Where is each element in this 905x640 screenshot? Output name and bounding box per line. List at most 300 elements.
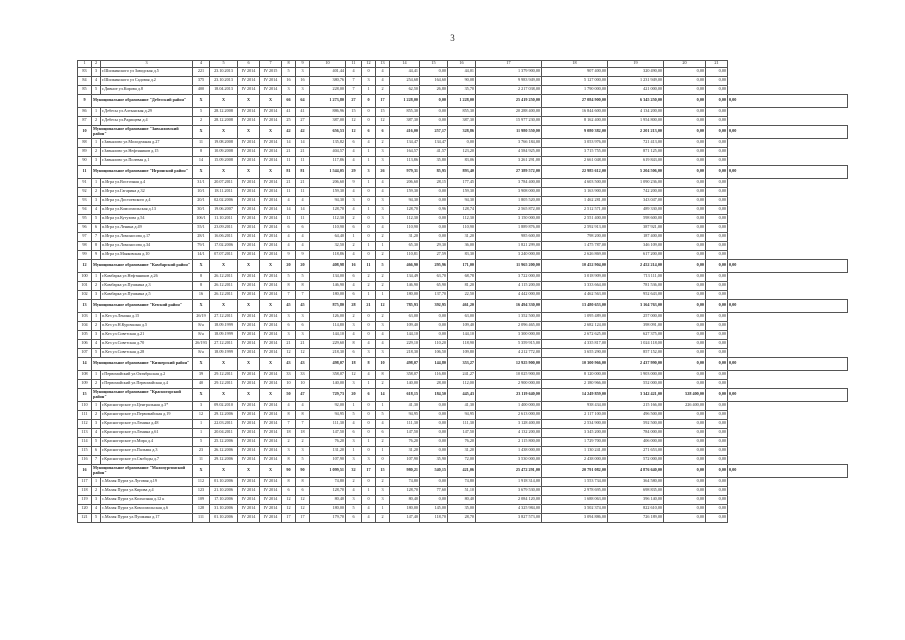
table-cell: X — [210, 165, 238, 178]
table-cell: 14 — [282, 205, 296, 214]
table-cell: 2 551 400,00 — [542, 214, 608, 223]
table-cell: IV 2014 — [260, 312, 282, 321]
table-cell: 781 536,00 — [608, 281, 664, 290]
table-cell: 2 682 124,00 — [542, 321, 608, 330]
table-cell: Муниципальное образование "Камбарский район" — [92, 259, 193, 272]
table-cell: 2 — [376, 513, 390, 522]
table-cell: 144,10 — [448, 330, 476, 339]
table-cell: 1 462 281,00 — [542, 196, 608, 205]
table-cell: IV 2014 — [260, 348, 282, 357]
table-cell: п.Игра ул.Ломоносова д.17 — [101, 232, 193, 241]
table-cell: 3 — [376, 348, 390, 357]
table-cell: 0,00 — [706, 232, 728, 241]
table-cell: 31/1 — [193, 178, 210, 187]
table-cell: 114,80 — [310, 321, 346, 330]
table-cell: 26.12.2011 — [210, 272, 238, 281]
table-cell: 0 — [362, 223, 376, 232]
table-cell: 3 — [92, 495, 101, 504]
table-cell: 137,70 — [420, 290, 448, 299]
table-cell: 1 — [92, 312, 101, 321]
table-cell: 9 — [92, 250, 101, 259]
table-cell: 25 — [282, 116, 296, 125]
table-cell: 76,20 — [390, 437, 420, 446]
table-cell: 5 — [376, 410, 390, 419]
table-cell: 3 — [346, 321, 362, 330]
table-cell: 101 — [78, 281, 92, 290]
table-cell: 01.10.2006 — [210, 477, 238, 486]
table-cell: 128,70 — [390, 205, 420, 214]
table-cell: 0,00 — [706, 241, 728, 250]
table-cell: 0,00 — [706, 348, 728, 357]
table-cell: IV 2014 — [238, 196, 260, 205]
table-cell: 2 452 214,00 — [608, 259, 664, 272]
table-cell: 572 000,00 — [608, 455, 664, 464]
table-cell: 0,00 — [728, 259, 848, 272]
table-cell: 320 490,00 — [608, 67, 664, 76]
table-row — [78, 495, 848, 504]
table-cell: 400 — [193, 85, 210, 94]
table-cell: 17 — [376, 94, 390, 107]
table-cell: 3 502 374,00 — [542, 504, 608, 513]
table-cell: 8 — [282, 477, 296, 486]
table-row — [78, 138, 848, 147]
table-cell: 159,30 — [310, 187, 346, 196]
table-cell: 12 — [296, 348, 310, 357]
table-cell: Муниципальное образование "Дебесский район" — [92, 94, 193, 107]
table-cell: 4 335 817,00 — [542, 339, 608, 348]
table-cell: 461,20 — [448, 299, 476, 312]
table-cell: 1 — [362, 85, 376, 94]
column-number-cell: 15 — [420, 61, 448, 68]
table-cell: 3 655 290,00 — [542, 348, 608, 357]
table-cell: 5 359 915,00 — [476, 339, 542, 348]
table-cell: г.Камбарка ул.Пушкина д.3 — [101, 281, 193, 290]
table-cell: 1 — [362, 486, 376, 495]
table-cell: 21 — [296, 178, 310, 187]
column-number-cell: 12 — [362, 61, 376, 68]
table-cell: 31,20 — [390, 446, 420, 455]
table-cell: 11 — [362, 259, 376, 272]
table-cell: 0,00 — [664, 299, 706, 312]
table-cell: 21 — [296, 339, 310, 348]
table-cell: 2 — [376, 232, 390, 241]
table-cell: 18 — [282, 428, 296, 437]
table-cell: IV 2014 — [260, 504, 282, 513]
table-cell: X — [193, 125, 210, 138]
table-cell: 10 300 966,00 — [542, 357, 608, 370]
table-cell: Муниципальное образование "Кизнерский район" — [92, 357, 193, 370]
table-cell: IV 2014 — [260, 241, 282, 250]
table-cell: 2 — [346, 241, 362, 250]
table-cell: IV 2014 — [260, 147, 282, 156]
table-cell: X — [210, 299, 238, 312]
table-cell: 128,70 — [390, 486, 420, 495]
table-cell: 20 791 082,00 — [542, 464, 608, 477]
table-cell: 3 — [346, 379, 362, 388]
table-cell: 1 790 000,00 — [542, 85, 608, 94]
table-cell: 421,06 — [448, 464, 476, 477]
table-cell: 0,00 — [706, 125, 728, 138]
table-cell: 63,70 — [420, 272, 448, 281]
table-cell: 5 — [346, 410, 362, 419]
table-cell: 3 — [376, 214, 390, 223]
table-cell: г.Дивное ул.Кирова д.8 — [101, 85, 193, 94]
table-cell: 90 — [296, 464, 310, 477]
table-cell: 2 217 038,00 — [476, 85, 542, 94]
table-cell: 8 120 000,00 — [542, 370, 608, 379]
table-cell: 3 — [376, 156, 390, 165]
table-cell: X — [210, 388, 238, 401]
table-cell: IV 2014 — [260, 321, 282, 330]
table-cell: 83,06 — [448, 156, 476, 165]
table-cell: 498,07 — [310, 357, 346, 370]
table-cell: 785,93 — [390, 299, 420, 312]
table-cell: 1 352 500,00 — [476, 312, 542, 321]
table-cell: 619 843,00 — [608, 156, 664, 165]
table-cell: X — [193, 388, 210, 401]
table-cell: 20.07.2011 — [210, 178, 238, 187]
table-cell: IV 2014 — [238, 486, 260, 495]
table-cell: 0,00 — [664, 125, 706, 138]
table-cell: 0 — [362, 187, 376, 196]
table-cell: 0,00 — [420, 67, 448, 76]
table-cell: 3 — [296, 446, 310, 455]
table-cell: 0,00 — [728, 464, 848, 477]
table-cell: 0,00 — [664, 165, 706, 178]
table-cell: 0,00 — [664, 410, 706, 419]
table-cell: 1 — [362, 241, 376, 250]
table-cell: 109 — [78, 379, 92, 388]
table-cell: 0,00 — [728, 94, 848, 107]
table-cell: 4 — [92, 76, 101, 85]
table-cell: 21 — [282, 339, 296, 348]
table-cell: 2 512 571,00 — [542, 205, 608, 214]
table-cell: 7 — [346, 85, 362, 94]
table-cell: 2 661 048,00 — [542, 156, 608, 165]
table-cell: X — [238, 94, 260, 107]
table-cell: 1 — [376, 504, 390, 513]
table-cell: 4 — [296, 401, 310, 410]
column-number-cell: 11 — [346, 61, 362, 68]
table-row — [78, 187, 848, 196]
table-cell: 4 — [346, 187, 362, 196]
table-cell: 215 166,00 — [608, 401, 664, 410]
table-cell: 4 — [346, 250, 362, 259]
table-cell: 3 827 573,00 — [476, 513, 542, 522]
table-cell: 0,00 — [706, 477, 728, 486]
table-cell: 938 434,00 — [542, 401, 608, 410]
table-cell: 0 — [362, 419, 376, 428]
table-cell: 1 — [362, 437, 376, 446]
table-body — [78, 67, 848, 522]
table-cell: IV 2014 — [238, 428, 260, 437]
table-cell: 7 — [346, 76, 362, 85]
table-cell: 0 — [362, 214, 376, 223]
table-cell: IV 2014 — [238, 321, 260, 330]
table-cell: 07.07.2011 — [210, 250, 238, 259]
table-cell: 4 — [92, 339, 101, 348]
table-cell: IV 2014 — [260, 76, 282, 85]
table-row — [78, 178, 848, 187]
table-cell: 0,00 — [420, 214, 448, 223]
table-cell: 119 — [78, 495, 92, 504]
table-cell: 0,00 — [664, 232, 706, 241]
table-cell: г.Дебесы ул.Алтынская д.29 — [101, 107, 193, 116]
table-row — [78, 147, 848, 156]
table-cell: IV 2014 — [260, 156, 282, 165]
table-cell: г.Красногорское ул.Центральная д.3* — [101, 401, 193, 410]
table-cell: 112 — [78, 419, 92, 428]
table-cell: 1 — [362, 205, 376, 214]
table-cell: 1 130 241,00 — [542, 446, 608, 455]
table-cell: 33 — [296, 370, 310, 379]
table-cell: IV 2014 — [238, 223, 260, 232]
table-cell: 2 180 966,00 — [542, 379, 608, 388]
table-cell: 4 — [362, 513, 376, 522]
table-cell: 27 084 900,00 — [542, 94, 608, 107]
table-cell: IV 2014 — [238, 455, 260, 464]
table-cell: 0,00 — [706, 76, 728, 85]
table-cell: 18.04.2013 — [210, 85, 238, 94]
table-cell: 6 — [346, 138, 362, 147]
table-row — [78, 205, 848, 214]
table-cell: 2 — [92, 321, 101, 330]
table-cell: 0 — [376, 455, 390, 464]
table-cell: 11 — [296, 187, 310, 196]
table-cell: IV 2014 — [238, 401, 260, 410]
table-cell: 126,00 — [310, 312, 346, 321]
table-cell: 1 821 299,00 — [476, 241, 542, 250]
table-cell: 0,00 — [706, 486, 728, 495]
table-cell: IV 2014 — [238, 513, 260, 522]
table-cell: 353,27 — [448, 357, 476, 370]
table-cell: 0,00 — [706, 116, 728, 125]
table-cell: 2 — [376, 85, 390, 94]
table-cell: 12 — [376, 299, 390, 312]
table-cell: 0,00 — [420, 410, 448, 419]
table-cell: 0,00 — [664, 116, 706, 125]
table-cell: 10.09.2008 — [210, 147, 238, 156]
table-cell: г.Завьялово ул.Нефтяников д.15 — [101, 147, 193, 156]
table-cell: 16 844 600,00 — [542, 107, 608, 116]
table-cell: X — [238, 388, 260, 401]
table-cell: 0,00 — [420, 312, 448, 321]
table-cell: IV 2014 — [260, 187, 282, 196]
table-cell: 2 672 625,00 — [542, 330, 608, 339]
table-cell: 116,80 — [420, 370, 448, 379]
table-cell: 2 — [92, 187, 101, 196]
table-cell: 0,00 — [420, 321, 448, 330]
table-cell: 4 — [376, 76, 390, 85]
table-cell: 180,00 — [310, 290, 346, 299]
table-cell: 107,90 — [390, 455, 420, 464]
table-cell: 0,00 — [664, 437, 706, 446]
table-cell: 0,00 — [664, 250, 706, 259]
table-cell: 8 — [282, 281, 296, 290]
table-cell: IV 2014 — [238, 250, 260, 259]
table-cell: IV 2014 — [260, 477, 282, 486]
table-cell: 8 162 400,00 — [542, 116, 608, 125]
table-cell: 6 — [346, 290, 362, 299]
table-cell: X — [260, 94, 282, 107]
table-cell: 2 — [362, 281, 376, 290]
table-cell: 0,00 — [664, 330, 706, 339]
table-cell: 271 653,00 — [608, 446, 664, 455]
table-cell: 0,00 — [706, 250, 728, 259]
table-cell: 1 475 787,00 — [542, 241, 608, 250]
table-cell: 39 — [193, 370, 210, 379]
column-number-cell: 16 — [448, 61, 476, 68]
table-cell: 8 — [296, 281, 310, 290]
table-cell: 110,90 — [390, 223, 420, 232]
table-cell: 16 494 330,00 — [476, 299, 542, 312]
table-cell: 94,95 — [448, 410, 476, 419]
table-cell: 14 249 859,00 — [542, 388, 608, 401]
table-cell: 2 — [92, 147, 101, 156]
table-cell: 1 553 734,00 — [542, 477, 608, 486]
table-cell: 8 — [296, 477, 310, 486]
table-cell: Муниципальное образование "Игринский район" — [92, 165, 193, 178]
table-cell: 4 — [362, 504, 376, 513]
table-cell: 15 — [78, 388, 92, 401]
table-cell: 86 — [78, 107, 92, 116]
table-cell: 146,90 — [390, 281, 420, 290]
table-cell: 42 — [296, 125, 310, 138]
column-number-cell: 3 — [101, 61, 193, 68]
table-cell: 8 — [92, 241, 101, 250]
table-cell: 25 472 291,00 — [476, 464, 542, 477]
table-cell: 0,00 — [706, 196, 728, 205]
table-cell: 2 — [376, 281, 390, 290]
table-cell: 3 — [346, 196, 362, 205]
table-cell: г.Первомайский ул.Октябрьская д.2 — [101, 370, 193, 379]
table-cell: 1 — [376, 401, 390, 410]
table-cell: 0,00 — [664, 419, 706, 428]
table-cell: 118,90 — [448, 339, 476, 348]
table-cell: 1 090 236,00 — [608, 178, 664, 187]
table-row — [78, 410, 848, 419]
table-cell: 206,60 — [390, 178, 420, 187]
table-cell: 11 — [296, 214, 310, 223]
table-cell: 27.12.2011 — [210, 312, 238, 321]
table-cell: 0 — [362, 107, 376, 116]
table-cell: 0,00 — [706, 504, 728, 513]
table-cell: 726 189,00 — [608, 513, 664, 522]
table-cell: 0,00 — [420, 446, 448, 455]
table-cell: IV 2014 — [238, 437, 260, 446]
table-cell: 0 — [362, 196, 376, 205]
table-row — [78, 477, 848, 486]
table-cell: 10 — [78, 125, 92, 138]
table-cell: 81 — [282, 165, 296, 178]
table-cell: 109,80 — [448, 348, 476, 357]
table-cell: X — [260, 357, 282, 370]
table-cell: 16.06.2011 — [210, 232, 238, 241]
table-cell: 26,80 — [420, 85, 448, 94]
table-cell: 3 — [376, 495, 390, 504]
table-cell: 11 965 200,00 — [476, 259, 542, 272]
table-cell: IV 2014 — [238, 446, 260, 455]
column-number-cell: 2 — [92, 61, 101, 68]
table-cell: 5 127 000,00 — [542, 76, 608, 85]
table-cell: 4 — [346, 281, 362, 290]
table-cell: IV 2014 — [260, 250, 282, 259]
table-row — [78, 196, 848, 205]
table-cell: 19.08.2008 — [210, 138, 238, 147]
table-cell: 3 — [282, 85, 296, 94]
table-cell: 3 — [376, 147, 390, 156]
table-cell: 14 — [193, 156, 210, 165]
table-cell: 110,20 — [420, 339, 448, 348]
table-cell: 121 — [78, 513, 92, 522]
table-cell: 1 954 800,00 — [608, 116, 664, 125]
table-cell: IV 2014 — [238, 272, 260, 281]
table-cell: 1 438 000,00 — [476, 446, 542, 455]
table-cell: 221 — [193, 67, 210, 76]
table-cell: 3 300 000,00 — [476, 330, 542, 339]
table-cell: 90,08 — [448, 76, 476, 85]
table-cell: 147,40 — [390, 513, 420, 522]
table-cell: 32 — [346, 464, 362, 477]
table-cell: X — [193, 94, 210, 107]
table-cell: 4 — [376, 339, 390, 348]
table-cell: X — [193, 259, 210, 272]
table-cell: 2 201 213,00 — [608, 125, 664, 138]
table-cell: 21 — [362, 299, 376, 312]
table-cell: IV 2014 — [260, 290, 282, 299]
table-cell: 118,86 — [310, 250, 346, 259]
table-cell: 1 099,51 — [310, 464, 346, 477]
table-cell: 111,30 — [390, 419, 420, 428]
table-cell: 2 115 800,00 — [476, 437, 542, 446]
table-cell: 16 — [78, 464, 92, 477]
table-cell: 116 — [78, 455, 92, 464]
table-cell: 3 — [346, 495, 362, 504]
table-cell: 2 — [92, 281, 101, 290]
table-cell: 8/u — [193, 330, 210, 339]
table-cell: 0,00 — [664, 138, 706, 147]
table-cell: 4 603 500,00 — [542, 178, 608, 187]
table-cell: 5 — [193, 437, 210, 446]
table-cell: 159,30 — [390, 187, 420, 196]
table-cell: 392,95 — [420, 299, 448, 312]
table-cell: 29.12.2006 — [210, 410, 238, 419]
table-cell: 41 — [296, 107, 310, 116]
table-cell: 0,00 — [706, 290, 728, 299]
table-cell: 3 — [376, 196, 390, 205]
municipality-total-row — [78, 259, 848, 272]
table-cell: X — [238, 464, 260, 477]
table-cell: 241,27 — [448, 370, 476, 379]
table-cell: г.Завьялово ул.Полевая д.1 — [101, 156, 193, 165]
table-cell: 12 — [346, 125, 362, 138]
table-cell: 2 978 695,00 — [542, 486, 608, 495]
table-cell: 14 — [296, 205, 310, 214]
table-cell: 9 — [296, 250, 310, 259]
table-cell: 0,00 — [664, 178, 706, 187]
table-cell: 110,90 — [310, 223, 346, 232]
table-cell: 144,80 — [420, 357, 448, 370]
table-cell: 6 — [346, 348, 362, 357]
table-cell: 50 — [282, 388, 296, 401]
table-cell: п.Кез ул.Советская д.28 — [101, 348, 193, 357]
table-cell: 0 — [362, 495, 376, 504]
table-cell: с.Малая Пурга ул.Колхозная д.12 к — [101, 495, 193, 504]
table-cell: 31,20 — [448, 232, 476, 241]
table-cell: 3 679 530,00 — [476, 486, 542, 495]
table-cell: 106,50 — [420, 348, 448, 357]
table-cell: 13 480 653,00 — [542, 299, 608, 312]
